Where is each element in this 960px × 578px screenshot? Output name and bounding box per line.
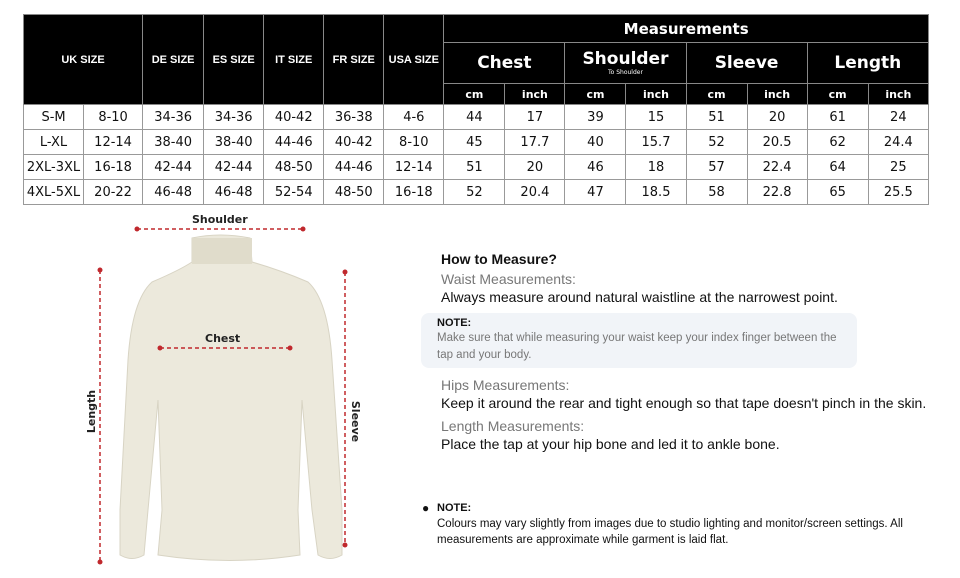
shoulder-sublabel: To Shoulder bbox=[607, 69, 643, 76]
how-to-title: How to Measure? bbox=[441, 251, 557, 267]
table-cell: 34-36 bbox=[204, 105, 264, 130]
header-usa-size: USA SIZE bbox=[384, 15, 444, 105]
table-cell: 8-10 bbox=[84, 105, 143, 130]
header-chest bbox=[444, 43, 565, 84]
table-cell: 44 bbox=[444, 105, 505, 130]
table-cell: 58 bbox=[686, 180, 747, 205]
table-cell: 34-36 bbox=[143, 105, 204, 130]
table-cell: 16-18 bbox=[84, 155, 143, 180]
table-cell: 46 bbox=[565, 155, 626, 180]
table-cell: 52 bbox=[686, 130, 747, 155]
hips-title: Hips Measurements: bbox=[441, 377, 570, 393]
lace-collar bbox=[192, 238, 252, 264]
table-cell: 42-44 bbox=[204, 155, 264, 180]
table-cell: 46-48 bbox=[204, 180, 264, 205]
size-chart-table bbox=[23, 14, 929, 205]
table-cell: 36-38 bbox=[324, 105, 384, 130]
table-cell: 62 bbox=[807, 130, 868, 155]
header-de-size: DE SIZE bbox=[143, 15, 204, 105]
table-cell: 2XL-3XL bbox=[24, 155, 84, 180]
table-cell: 18.5 bbox=[626, 180, 686, 205]
table-cell: 51 bbox=[444, 155, 505, 180]
chest-label: Chest bbox=[477, 53, 532, 73]
table-cell: 40 bbox=[565, 130, 626, 155]
table-cell: 17 bbox=[505, 105, 565, 130]
how-to-measure-section bbox=[437, 250, 956, 458]
table-cell: 20.5 bbox=[747, 130, 807, 155]
table-cell: 20.4 bbox=[505, 180, 565, 205]
note-text: Make sure that while measuring your waist keep your index finger between the tap and your body. bbox=[437, 332, 837, 361]
table-cell: 52 bbox=[444, 180, 505, 205]
table-cell: 24 bbox=[868, 105, 928, 130]
table-cell: 4-6 bbox=[384, 105, 444, 130]
table-cell: 22.8 bbox=[747, 180, 807, 205]
sleeve-diagram-label: Sleeve bbox=[349, 400, 363, 443]
unit-header-cm: cm bbox=[807, 84, 868, 105]
table-cell: 47 bbox=[565, 180, 626, 205]
shoulder-diagram-label: Shoulder bbox=[192, 213, 248, 226]
table-row bbox=[24, 155, 929, 180]
table-cell: 46-48 bbox=[143, 180, 204, 205]
table-cell: 20 bbox=[505, 155, 565, 180]
table-cell: 20 bbox=[747, 105, 807, 130]
table-cell: 38-40 bbox=[204, 130, 264, 155]
table-row bbox=[24, 180, 929, 205]
table-cell: 16-18 bbox=[384, 180, 444, 205]
unit-header-cm: cm bbox=[565, 84, 626, 105]
unit-header-cm: cm bbox=[686, 84, 747, 105]
table-cell: 40-42 bbox=[324, 130, 384, 155]
table-cell: 48-50 bbox=[324, 180, 384, 205]
header-it-size: IT SIZE bbox=[264, 15, 324, 105]
table-cell: 44-46 bbox=[324, 155, 384, 180]
table-cell: 51 bbox=[686, 105, 747, 130]
header-es-size: ES SIZE bbox=[204, 15, 264, 105]
table-row bbox=[24, 105, 929, 130]
length-label: Length bbox=[834, 53, 902, 73]
length-text: Place the tap at your hip bone and led it to ankle bone. bbox=[441, 436, 780, 452]
table-cell: 57 bbox=[686, 155, 747, 180]
table-cell: 64 bbox=[807, 155, 868, 180]
header-length bbox=[807, 43, 928, 84]
colour-note bbox=[422, 500, 952, 548]
header-shoulder bbox=[565, 43, 686, 84]
chest-diagram-label: Chest bbox=[205, 332, 241, 345]
header-uk-size: UK SIZE bbox=[24, 15, 143, 105]
bullet-icon: ● bbox=[422, 501, 430, 515]
table-cell: 45 bbox=[444, 130, 505, 155]
table-cell: 25.5 bbox=[868, 180, 928, 205]
table-cell: 61 bbox=[807, 105, 868, 130]
waist-text: Always measure around natural waistline at the narrowest point. bbox=[441, 289, 838, 305]
table-cell: S-M bbox=[24, 105, 84, 130]
unit-header-inch: inch bbox=[505, 84, 565, 105]
table-cell: 18 bbox=[626, 155, 686, 180]
header-sleeve bbox=[686, 43, 807, 84]
table-cell: 52-54 bbox=[264, 180, 324, 205]
length-title: Length Measurements: bbox=[441, 418, 585, 434]
table-row bbox=[24, 130, 929, 155]
sleeve-label: Sleeve bbox=[714, 53, 779, 73]
shoulder-label: Shoulder bbox=[582, 49, 669, 69]
table-cell: 39 bbox=[565, 105, 626, 130]
table-cell: 42-44 bbox=[143, 155, 204, 180]
table-cell: 22.4 bbox=[747, 155, 807, 180]
length-diagram-label: Length bbox=[85, 389, 99, 434]
table-cell: 4XL-5XL bbox=[24, 180, 84, 205]
table-cell: 65 bbox=[807, 180, 868, 205]
table-cell: 12-14 bbox=[384, 155, 444, 180]
table-cell: 48-50 bbox=[264, 155, 324, 180]
table-cell: 44-46 bbox=[264, 130, 324, 155]
waist-note-box bbox=[421, 313, 857, 368]
note-title: NOTE: bbox=[437, 317, 472, 329]
hips-text: Keep it around the rear and tight enough so that tape doesn't pinch in the skin. bbox=[441, 395, 927, 411]
colour-note-text: Colours may vary slightly from images due to studio lighting and monitor/screen settings. All measurements are approximate while garment is laid flat. bbox=[437, 518, 903, 546]
unit-header-inch: inch bbox=[626, 84, 686, 105]
table-cell: 38-40 bbox=[143, 130, 204, 155]
unit-header-inch: inch bbox=[868, 84, 928, 105]
header-fr-size: FR SIZE bbox=[324, 15, 384, 105]
unit-header-cm: cm bbox=[444, 84, 505, 105]
header-measurements: Measurements bbox=[444, 15, 929, 43]
waist-title: Waist Measurements: bbox=[441, 271, 576, 287]
table-cell: 12-14 bbox=[84, 130, 143, 155]
table-cell: 17.7 bbox=[505, 130, 565, 155]
table-cell: 15.7 bbox=[626, 130, 686, 155]
table-cell: 25 bbox=[868, 155, 928, 180]
table-cell: L-XL bbox=[24, 130, 84, 155]
table-cell: 15 bbox=[626, 105, 686, 130]
table-cell: 20-22 bbox=[84, 180, 143, 205]
table-cell: 24.4 bbox=[868, 130, 928, 155]
garment-diagram bbox=[80, 210, 380, 574]
colour-note-title: NOTE: bbox=[437, 502, 472, 514]
unit-header-inch: inch bbox=[747, 84, 807, 105]
table-cell: 8-10 bbox=[384, 130, 444, 155]
turtleneck-top-illustration bbox=[80, 210, 380, 574]
table-cell: 40-42 bbox=[264, 105, 324, 130]
